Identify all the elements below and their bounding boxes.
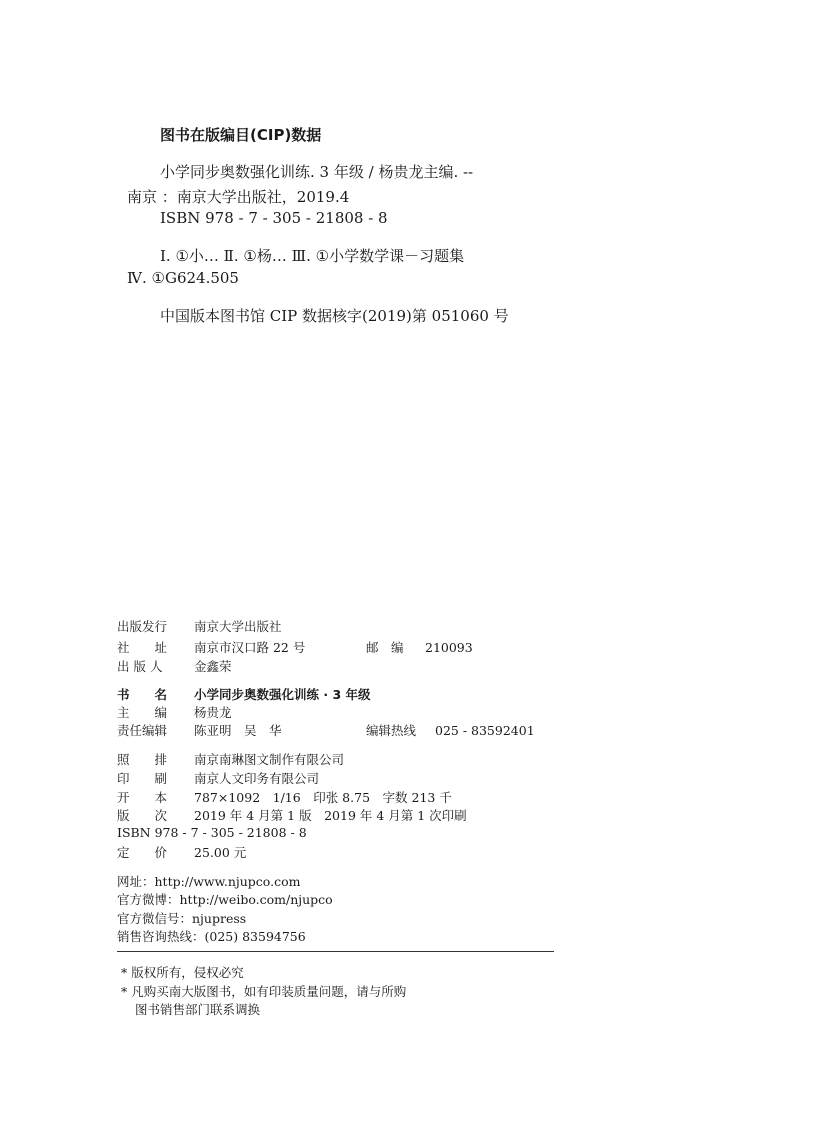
edition-value: 2019 年 4 月第 1 版 2019 年 4 月第 1 次印刷 — [194, 808, 467, 823]
postcode-value: 210093 — [425, 640, 473, 655]
cip-line-isbn: ISBN 978 - 7 - 305 - 21808 - 8 — [160, 209, 388, 227]
hotline-label: 编辑热线 — [366, 723, 417, 738]
quality-note: * 凡购买南大版图书，如有印装质量问题，请与所购 — [121, 984, 407, 999]
wechat-line: 官方微信号：njupress — [117, 911, 247, 926]
divider — [117, 951, 554, 952]
publisher-label: 出版发行 — [117, 619, 168, 634]
typeset-value: 南京南琳图文制作有限公司 — [194, 752, 345, 767]
issuer-row — [117, 657, 232, 675]
book-title-label: 书 名 — [117, 687, 168, 702]
typeset-label: 照 排 — [117, 752, 168, 767]
address-value: 南京市汉口路 22 号 — [194, 640, 306, 655]
hotline-value: 025 - 83592401 — [435, 723, 535, 738]
cip-line-title: 小学同步奥数强化训练. 3 年级 / 杨贵龙主编. -- — [160, 163, 474, 181]
quality-note-continued: 图书销售部门联系调换 — [135, 1002, 261, 1017]
format-row — [117, 788, 452, 806]
issuer-value: 金鑫荣 — [194, 659, 232, 674]
printer-row — [117, 769, 319, 787]
sales-hotline-line: 销售咨询热线：(025) 83594756 — [117, 929, 306, 944]
price-label: 定 价 — [117, 845, 168, 860]
format-value: 787×1092 1/16 印张 8.75 字数 213 千 — [194, 790, 452, 805]
editor-value: 杨贵龙 — [194, 705, 232, 720]
website-line: 网址：http://www.njupco.com — [117, 874, 301, 889]
book-title-value: 小学同步奥数强化训练 · 3 年级 — [194, 687, 371, 702]
address-row — [117, 638, 473, 656]
printer-value: 南京人文印务有限公司 — [194, 771, 320, 786]
publisher-row — [117, 617, 282, 635]
editor-row — [117, 703, 232, 721]
edition-label: 版 次 — [117, 808, 168, 823]
resp-editor-label: 责任编辑 — [117, 723, 168, 738]
publisher-value: 南京大学出版社 — [194, 619, 282, 634]
edition-row — [117, 806, 467, 824]
typeset-row — [117, 750, 344, 768]
postcode-label: 邮 编 — [366, 640, 404, 655]
weibo-line: 官方微博：http://weibo.com/njupco — [117, 892, 333, 907]
book-title-row — [117, 685, 371, 703]
price-row — [117, 843, 246, 861]
issuer-label: 出 版 人 — [117, 659, 163, 674]
format-label: 开 本 — [117, 790, 168, 805]
resp-editor-row — [117, 721, 535, 739]
isbn-row: ISBN 978 - 7 - 305 - 21808 - 8 — [117, 825, 307, 840]
editor-label: 主 编 — [117, 705, 168, 720]
address-label: 社 址 — [117, 640, 168, 655]
resp-editor-value: 陈亚明 吴 华 — [194, 723, 282, 738]
cip-title: 图书在版编目(CIP)数据 — [160, 126, 322, 144]
copyright-note: * 版权所有，侵权必究 — [121, 965, 244, 980]
cip-line-classification: Ⅳ. ①G624.505 — [127, 269, 239, 287]
cip-line-subjects: Ⅰ. ①小… Ⅱ. ①杨… Ⅲ. ①小学数学课－习题集 — [160, 247, 465, 265]
cip-line-publisher: 南京 ：南京大学出版社，2019.4 — [127, 188, 350, 206]
cip-line-record-number: 中国版本图书馆 CIP 数据核字(2019)第 051060 号 — [160, 307, 509, 325]
printer-label: 印 刷 — [117, 771, 168, 786]
price-value: 25.00 元 — [194, 845, 247, 860]
